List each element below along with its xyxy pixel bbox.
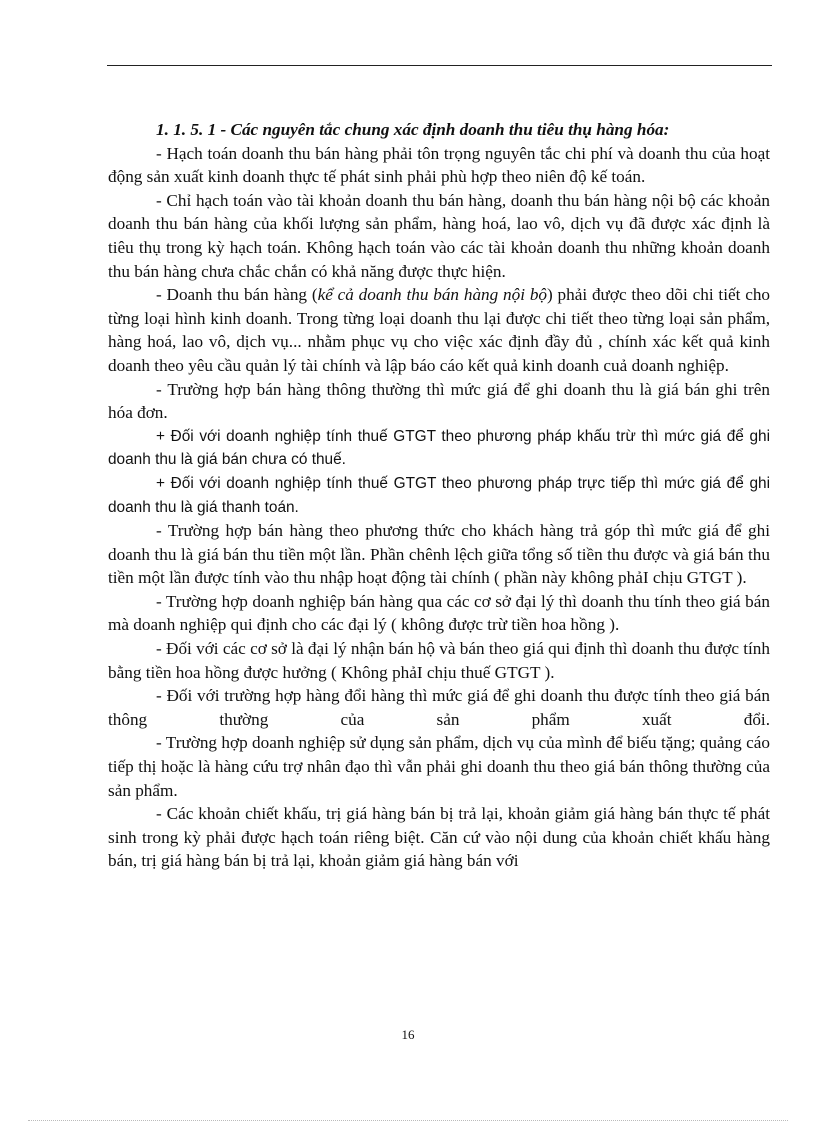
- paragraph-11: - Trường hợp doanh nghiệp sử dụng sản phẩm, dịch vụ của mình để biếu tặng; quảng cáo tiếp thị hoặc là hàng cứu trợ nhân đạo thì vẫn phải ghi doanh thu theo giá bán thông thường của sản phẩm.: [108, 733, 770, 800]
- paragraph-3-before: - Doanh thu bán hàng (: [156, 285, 318, 305]
- section-heading: 1. 1. 5. 1 - Các nguyên tắc chung xác định doanh thu tiêu thụ hàng hóa:: [156, 120, 670, 139]
- document-body: [108, 118, 770, 873]
- paragraph-5: + Đối với doanh nghiệp tính thuế GTGT theo phương pháp khấu trừ thì mức giá để ghi doanh thu là giá bán chưa có thuế.: [108, 427, 770, 469]
- paragraph-3: [108, 283, 770, 377]
- paragraph-1: - Hạch toán doanh thu bán hàng phải tôn trọng nguyên tắc chi phí và doanh thu của hoạt động sản xuất kinh doanh thực tế phát sinh phải phù hợp theo niên độ kế toán.: [108, 143, 770, 187]
- paragraph-3-after: ) phải được theo dõi chi tiết cho từng loại hình kinh doanh. Trong từng loại doanh thu lại được chi tiết theo từng loại sản phẩm, hàng hoá, lao vô, dịch vụ... nhằm phục vụ cho việc xác định đầy đủ , chính xác kết quả kinh doanh theo yêu cầu quản lý tài chính và lập báo cáo kết quả kinh doanh cuả doanh nghiệp.: [108, 285, 771, 375]
- paragraph-2: - Chỉ hạch toán vào tài khoản doanh thu bán hàng, doanh thu bán hàng nội bộ các khoản doanh thu bán hàng của khối lượng sản phẩm, hàng hoá, lao vô, dịch vụ đã được xác định là tiêu thụ trong kỳ hạch toán. Không hạch toán vào các tài khoản doanh thu những khoản doanh thu bán hàng chưa chắc chắn có khả năng được thực hiện.: [108, 190, 770, 281]
- page-number: 16: [401, 1027, 415, 1042]
- paragraph-12: - Các khoản chiết khấu, trị giá hàng bán bị trả lại, khoản giảm giá hàng bán thực tế phát sinh trong kỳ phải được hạch toán riêng biệt. Căn cứ vào nội dung của khoản chiết khấu hàng bán, trị giá hàng bán bị trả lại, khoản giảm giá hàng bán với: [108, 804, 770, 871]
- paragraph-6: + Đối với doanh nghiệp tính thuế GTGT theo phương pháp trực tiếp thì mức giá để ghi doanh thu là giá thanh toán.: [108, 474, 770, 516]
- paragraph-9: - Đối với các cơ sở là đại lý nhận bán hộ và bán theo giá qui định thì doanh thu được tính bằng tiền hoa hồng được hưởng ( Không phảI chịu thuế GTGT ).: [108, 639, 770, 682]
- paragraph-8: - Trường hợp doanh nghiệp bán hàng qua các cơ sở đại lý thì doanh thu tính theo giá bán mà doanh nghiệp qui định cho các đại lý ( không được trừ tiền hoa hồng ).: [108, 591, 770, 635]
- page-bottom-border: [28, 1120, 788, 1121]
- paragraph-4: - Trường hợp bán hàng thông thường thì mức giá để ghi doanh thu là giá bán ghi trên hóa đơn.: [108, 379, 770, 423]
- paragraph-7: - Trường hợp bán hàng theo phương thức cho khách hàng trả góp thì mức giá để ghi doanh thu là giá bán thu tiền một lần. Phần chênh lệch giữa tổng số tiền thu được và giá bán thu tiền một lần được tính vào thu nhập hoạt động tài chính ( phần này không phảI chịu GTGT ).: [108, 521, 770, 588]
- paragraph-10: - Đối với trường hợp hàng đổi hàng thì mức giá để ghi doanh thu được tính theo giá bán thông thường của sản phẩm xuất đổi.: [108, 686, 770, 729]
- paragraph-3-italic: kể cả doanh thu bán hàng nội bộ: [317, 285, 548, 305]
- header-rule: [107, 65, 772, 66]
